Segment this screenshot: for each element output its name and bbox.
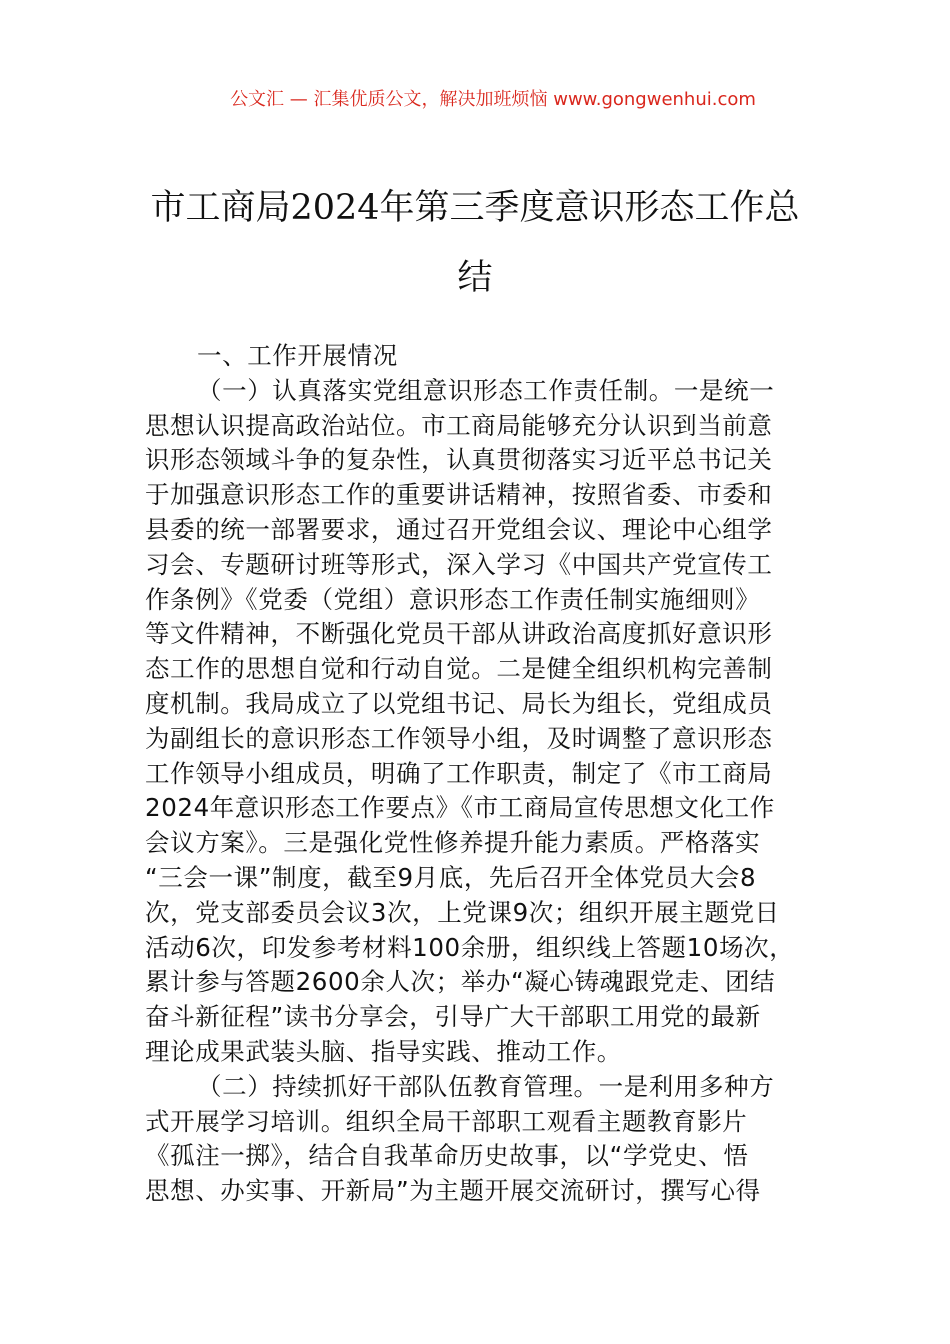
paragraph-line: 2024年意识形态工作要点》《市工商局宣传思想文化工作 — [145, 793, 775, 823]
paragraph-line: （一）认真落实党组意识形态工作责任制。一是统一 — [197, 375, 775, 405]
paragraph-line: 活动6次，印发参考材料100余册，组织线上答题10场次， — [145, 932, 795, 962]
paragraph-line: 识形态领域斗争的复杂性，认真贯彻落实习近平总书记关 — [145, 445, 773, 475]
paragraph-line: 理论成果武装头脑、指导实践、推动工作。 — [145, 1036, 622, 1066]
paragraph-line: 工作领导小组成员，明确了工作职责，制定了《市工商局 — [145, 758, 773, 788]
paragraph-line: 思想认识提高政治站位。市工商局能够充分认识到当前意 — [145, 410, 773, 440]
watermark-header: 公文汇 — 汇集优质公文，解决加班烦恼 www.gongwenhui.com — [230, 89, 756, 110]
document-title-line-2: 结 — [457, 258, 493, 298]
section-heading: 一、工作开展情况 — [197, 341, 398, 370]
paragraph-line: 会议方案》。三是强化党性修养提升能力素质。严格落实 — [145, 828, 761, 858]
paragraph-line: 《孤注一掷》，结合自我革命历史故事，以“学党史、悟 — [145, 1141, 749, 1171]
document-title-line-1: 市工商局2024年第三季度意识形态工作总 — [150, 188, 800, 228]
paragraph-line: 累计参与答题2600余人次；举办“凝心铸魂跟党走、团结 — [145, 967, 776, 997]
paragraph-line: “三会一课”制度，截至9月底，先后召开全体党员大会8 — [145, 862, 757, 892]
paragraph-line: 度机制。我局成立了以党组书记、局长为组长，党组成员 — [145, 688, 773, 718]
paragraph-line: 次，党支部委员会议3次，上党课9次；组织开展主题党日 — [145, 897, 780, 927]
paragraph-line: 思想、办实事、开新局”为主题开展交流研讨，撰写心得 — [145, 1176, 761, 1206]
paragraph-line: 为副组长的意识形态工作领导小组，及时调整了意识形态 — [145, 723, 773, 753]
paragraph-line: 于加强意识形态工作的重要讲话精神，按照省委、市委和 — [145, 480, 773, 510]
paragraph-line: 态工作的思想自觉和行动自觉。二是健全组织机构完善制 — [145, 654, 773, 684]
paragraph-line: 式开展学习培训。组织全局干部职工观看主题教育影片 — [145, 1106, 748, 1136]
paragraph-line: 县委的统一部署要求，通过召开党组会议、理论中心组学 — [145, 514, 773, 544]
paragraph-line: 作条例》《党委（党组）意识形态工作责任制实施细则》 — [145, 584, 761, 614]
document-body — [145, 339, 845, 1209]
paragraph-line: 奋斗新征程”读书分享会，引导广大干部职工用党的最新 — [145, 1002, 761, 1032]
paragraph-line: 等文件精神，不断强化党员干部从讲政治高度抓好意识形 — [145, 619, 773, 649]
paragraph-line: （二）持续抓好干部队伍教育管理。一是利用多种方 — [197, 1071, 775, 1101]
paragraph-line: 习会、专题研讨班等形式，深入学习《中国共产党宣传工 — [145, 549, 773, 579]
